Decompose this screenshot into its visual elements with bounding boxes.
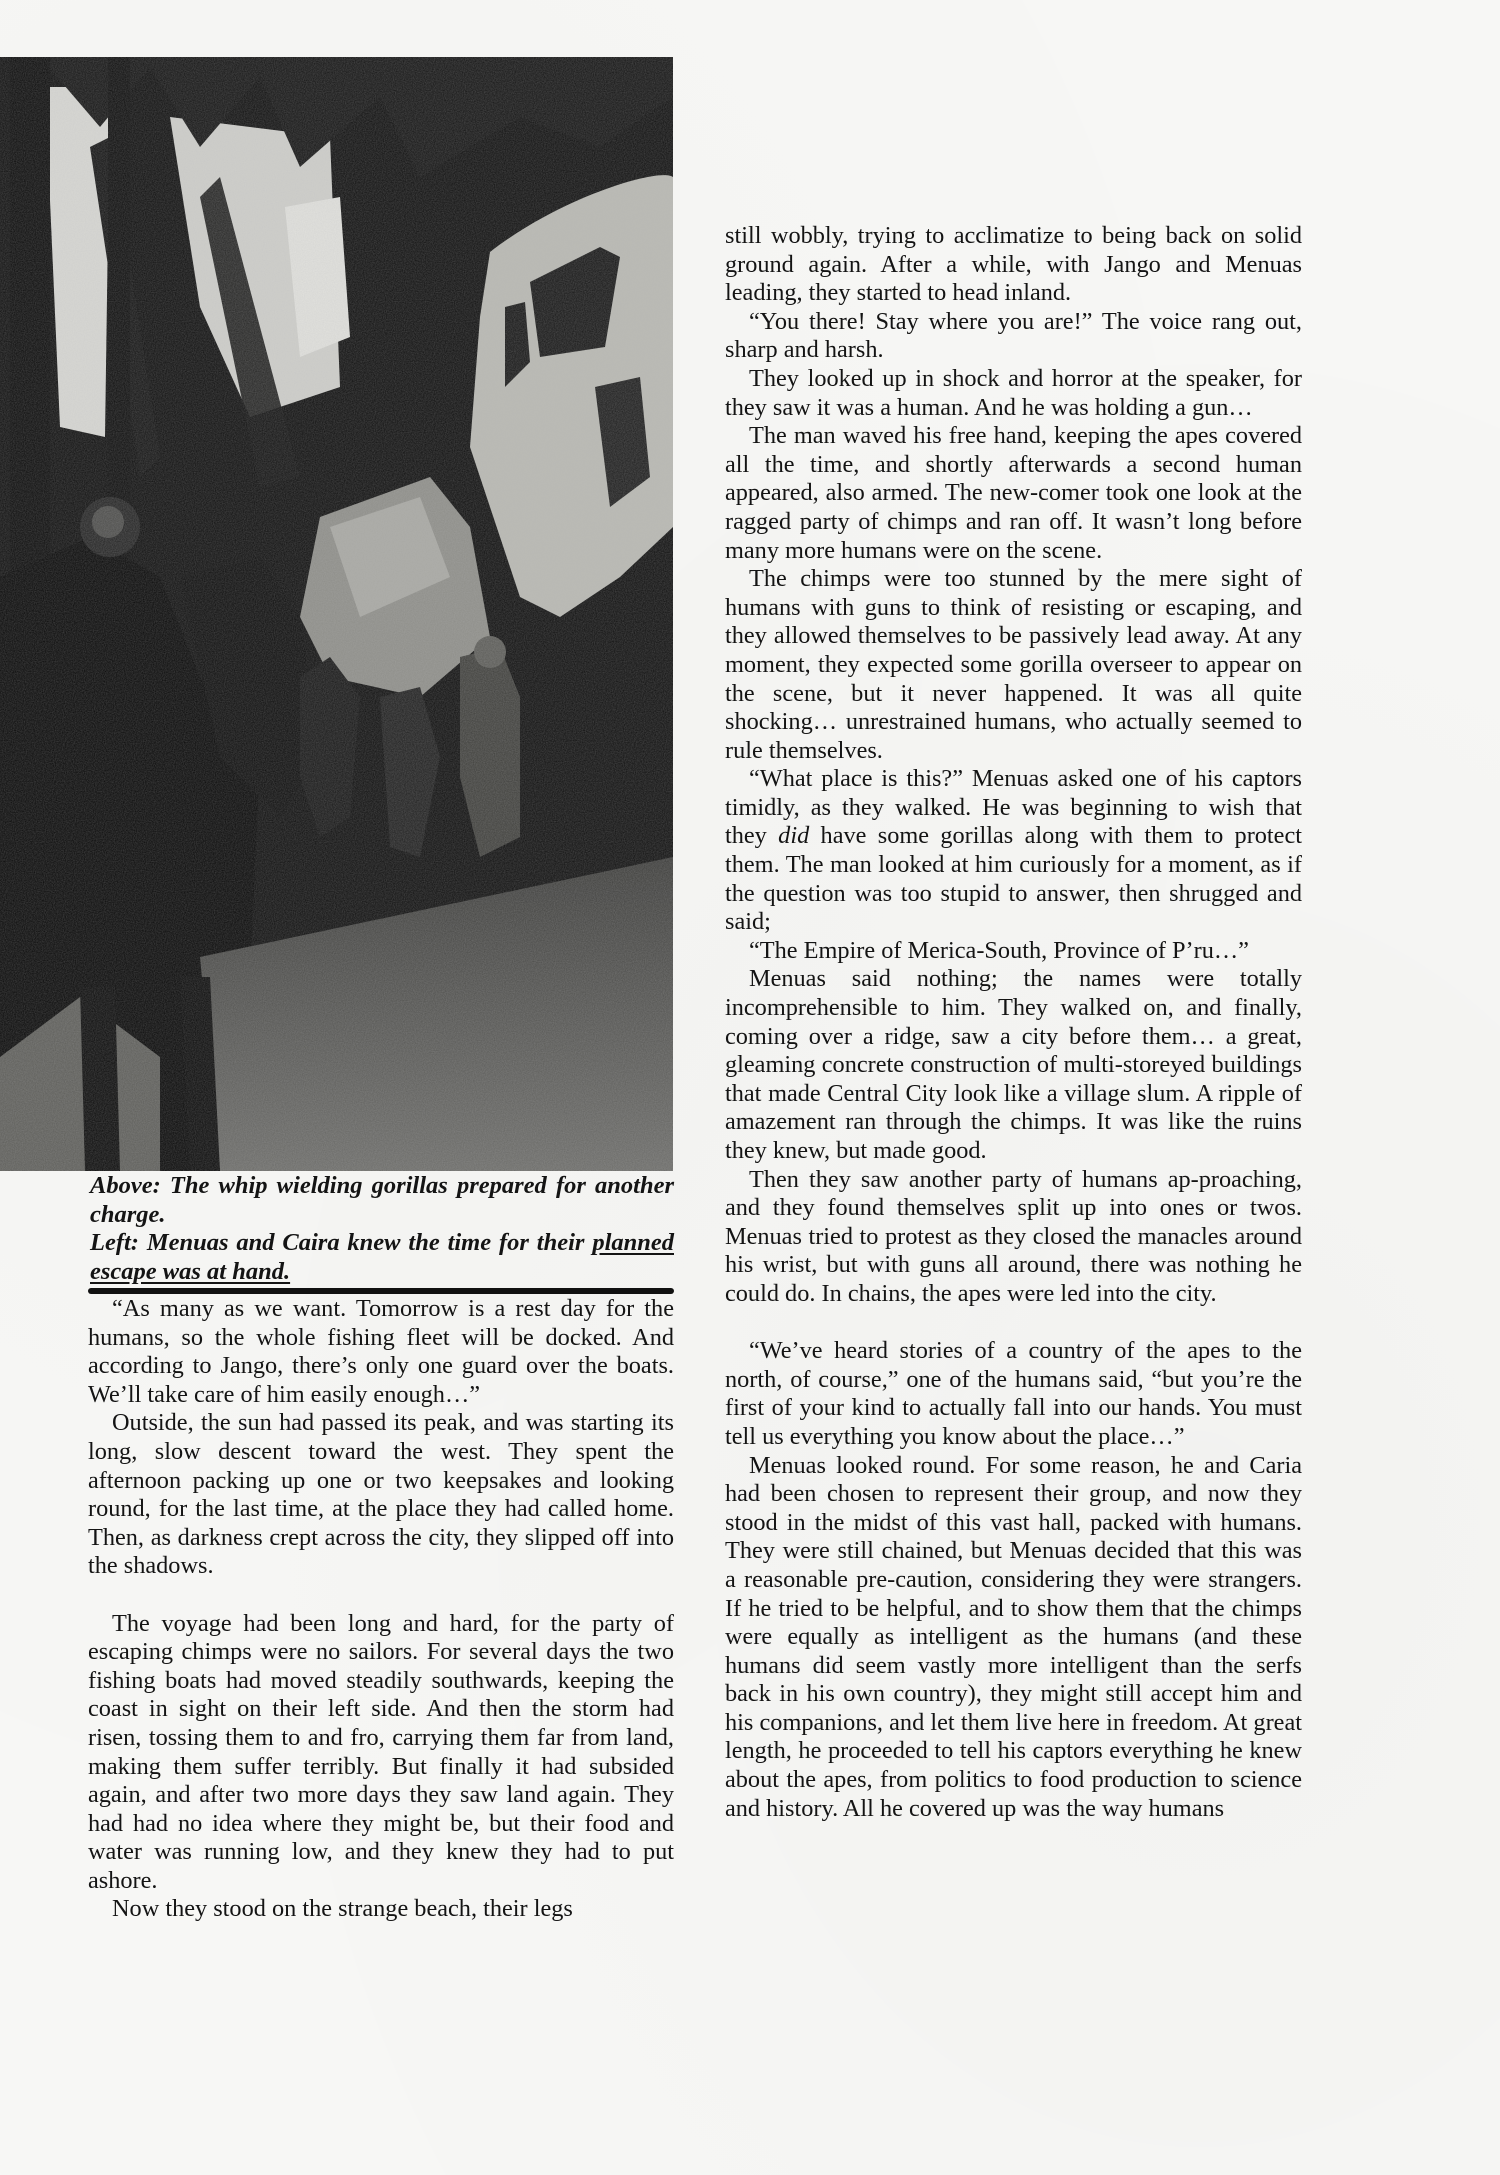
paragraph: Then they saw another party of humans ap-proaching, and they found themselves split up into ones or twos. Menuas tried to protest as they closed the manacles around his wrist, but with guns all around, there was nothing he could do. In chains, the apes were led into the city. — [725, 1165, 1302, 1307]
paragraph: Outside, the sun had passed its peak, and was starting its long, slow descent toward the west. They spent the afternoon packing up one or two keepsakes and looking round, for the last time, at the place they had called home. Then, as darkness crept across the city, they slipped off into the shadows. — [88, 1409, 674, 1580]
caption-left-line2: planned escape was at hand. — [90, 1229, 674, 1285]
paragraph: The voyage had been long and hard, for the party of escaping chimps were no sailors. For several days the two fishing boats had moved steadily southwards, keeping the coast in sight on their left side. And then the storm had risen, tossing them to and fro, carrying them far from land, making them suffer terribly. But finally it had subsided again, and after two more days they saw land again. They had had no idea where they might be, but their food and water was running low, and they knew they had to put ashore. — [88, 1609, 674, 1894]
emphasized-word: did — [778, 822, 810, 850]
film-still-photo — [0, 57, 673, 1171]
text-run: have some gorillas along with them to protect them. The man looked at him curiously for a moment, as if the question was too stupid to answer, then shrugged and said; — [725, 822, 1303, 936]
caption-divider-rule — [88, 1288, 674, 1294]
caption-left-line1: Left: Menuas and Caira knew the time for their — [90, 1229, 585, 1256]
photo-captions — [90, 1172, 674, 1286]
photo-illustration — [0, 57, 673, 1171]
paragraph: The man waved his free hand, keeping the apes covered all the time, and shortly afterwards a second human appeared, also armed. The new-comer took one look at the ragged party of chimps and ran off. It wasn’t long before many more humans were on the scene. — [725, 422, 1302, 564]
paragraph: “You there! Stay where you are!” The voice rang out, sharp and harsh. — [725, 307, 1302, 364]
paragraph: still wobbly, trying to acclimatize to being back on solid ground again. After a while, with Jango and Menuas leading, they started to head inland. — [725, 222, 1302, 307]
body-column-left — [88, 1295, 674, 1924]
paragraph: Menuas said nothing; the names were totally incomprehensible to him. They walked on, and finally, coming over a ridge, saw a city before them… a great, gleaming concrete construction of multi-storeyed buildings that made Central City look like a village slum. A ripple of amazement ran through the chimps. It was like the ruins they knew, but made good. — [725, 965, 1302, 1164]
paragraph: “We’ve heard stories of a country of the apes to the north, of course,” one of the humans said, “but you’re the first of your kind to actually fall into our hands. You must tell us everything you know about the place…” — [725, 1337, 1302, 1450]
caption-above: Above: The whip wielding gorillas prepared for another charge. — [90, 1172, 674, 1228]
paragraph: The chimps were too stunned by the mere sight of humans with guns to think of resisting or escaping, and they allowed themselves to be passively lead away. At any moment, they expected some gorilla overseer to appear on the scene, but it never happened. It was all quite shocking… unrestrained humans, who actually seemed to rule themselves. — [725, 565, 1302, 764]
body-column-right — [725, 222, 1302, 1823]
paragraph: Now they stood on the strange beach, their legs — [112, 1895, 573, 1923]
paragraph: They looked up in shock and horror at the speaker, for they saw it was a human. And he was holding a gun… — [725, 364, 1302, 421]
paragraph: Menuas looked round. For some reason, he and Caria had been chosen to represent their group, and now they stood in the midst of this vast hall, packed with humans. They were still chained, but Menuas decided that this was a reasonable pre-caution, considering they were strangers. If he tried to be helpful, and to show them that the chimps were equally as intelligent as the humans (and these humans did seem vastly more intelligent than the serfs back in his own country), they might still accept him and his companions, and let them live here in freedom. At great length, he proceeded to tell his captors everything he knew about the apes, from politics to food production to science and history. All he covered up was the way humans — [725, 1451, 1302, 1822]
paragraph: “As many as we want. Tomorrow is a rest day for the humans, so the whole fishing fleet will be docked. And according to Jango, there’s only one guard over the boats. We’ll take care of him easily enough…” — [88, 1295, 674, 1408]
paragraph-with-emphasis — [725, 765, 1302, 937]
text-run: “What place is this?” Menuas asked one of his captors timidly, as they walked. He was beginning to wish that they — [725, 765, 1302, 850]
caption-left — [90, 1229, 674, 1286]
paragraph: “The Empire of Merica-South, Province of P’ru…” — [749, 936, 1249, 964]
